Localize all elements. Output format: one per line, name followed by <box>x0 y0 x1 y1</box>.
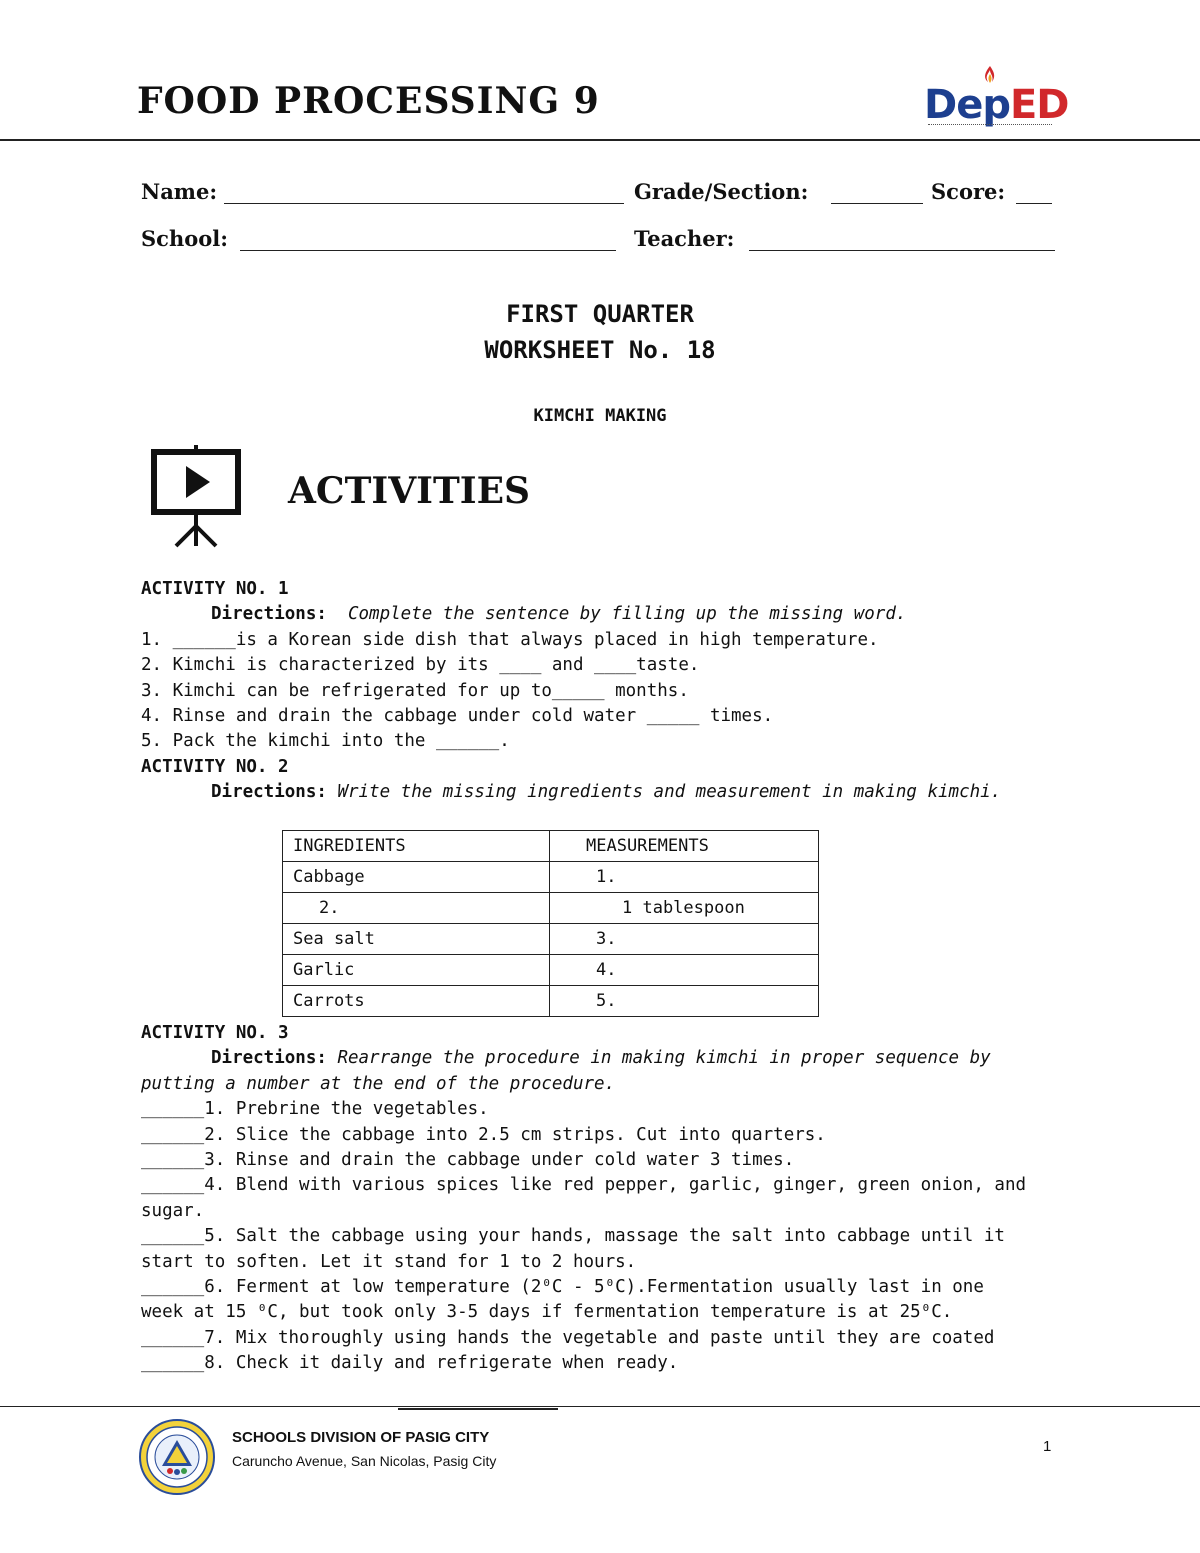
ingredients-table <box>282 830 819 1017</box>
logo-tagline <box>928 124 1052 128</box>
procedure-line: ______7. Mix thoroughly using hands the vegetable and paste until they are coated <box>141 1327 995 1348</box>
procedure-line: ______8. Check it daily and refrigerate when ready. <box>141 1353 679 1374</box>
score-field[interactable] <box>1016 203 1052 204</box>
footer-address: Caruncho Avenue, San Nicolas, Pasig City <box>232 1453 497 1469</box>
footer-divider-accent <box>398 1408 558 1410</box>
procedure-line: ______2. Slice the cabbage into 2.5 cm strips. Cut into quarters. <box>141 1124 826 1145</box>
table-row <box>283 986 819 1017</box>
worksheet-title: WORKSHEET No. 18 <box>484 336 716 364</box>
activity1-item: 2. Kimchi is characterized by its ____ and ____taste. <box>141 655 700 676</box>
activity3-directions: Directions: Rearrange the procedure in making kimchi in proper sequence by <box>211 1048 991 1069</box>
activity1-heading: ACTIVITY NO. 1 <box>141 579 289 599</box>
header-divider <box>0 139 1200 141</box>
table-cell: Garlic <box>283 955 550 986</box>
procedure-line: ______6. Ferment at low temperature (2⁰C - 5⁰C).Fermentation usually last in one <box>141 1277 984 1298</box>
name-row <box>0 179 1200 209</box>
table-cell: 2. <box>283 893 550 924</box>
procedure-line: ______5. Salt the cabbage using your hands, massage the salt into cabbage until it <box>141 1226 1005 1247</box>
deped-wordmark: DepED <box>924 82 1069 128</box>
table-header-row <box>283 831 819 862</box>
footer-organization: SCHOOLS DIVISION OF PASIG CITY <box>232 1429 490 1446</box>
table-row <box>283 862 819 893</box>
table-cell: Carrots <box>283 986 550 1017</box>
activity3-content <box>141 1021 1041 1377</box>
deped-logo <box>922 64 1069 136</box>
activity1-item: 1. ______is a Korean side dish that always placed in high temperature. <box>141 629 879 650</box>
procedure-line: week at 15 ⁰C, but took only 3-5 days if fermentation temperature is at 25⁰C. <box>141 1302 953 1323</box>
activity-content <box>141 577 1041 806</box>
table-row <box>283 924 819 955</box>
grade-section-field[interactable] <box>831 203 923 204</box>
procedure-line: ______3. Rinse and drain the cabbage under cold water 3 times. <box>141 1150 795 1171</box>
procedure-line: ______1. Prebrine the vegetables. <box>141 1099 489 1120</box>
school-row <box>0 226 1200 256</box>
activity1-directions: Directions: Complete the sentence by filling up the missing word. <box>211 604 907 625</box>
page-title: FOOD PROCESSING 9 <box>137 80 600 122</box>
teacher-label: Teacher: <box>634 226 735 251</box>
table-cell: 1. <box>550 862 819 893</box>
activity3-directions-cont: putting a number at the end of the procedure. <box>141 1073 616 1094</box>
name-label: Name: <box>141 179 218 204</box>
table-row <box>283 893 819 924</box>
grade-section-label: Grade/Section: <box>634 179 809 204</box>
table-cell: 1 tablespoon <box>550 893 819 924</box>
activity1-item: 3. Kimchi can be refrigerated for up to_____ months. <box>141 680 689 701</box>
score-label: Score: <box>931 179 1006 204</box>
school-label: School: <box>141 226 228 251</box>
division-seal-icon <box>138 1418 216 1496</box>
procedure-line: start to soften. Let it stand for 1 to 2 hours. <box>141 1251 637 1272</box>
procedure-line: ______4. Blend with various spices like red pepper, garlic, ginger, green onion, and <box>141 1175 1027 1196</box>
topic-title: KIMCHI MAKING <box>533 406 667 426</box>
footer-divider <box>0 1406 1200 1407</box>
table-header-measurements: MEASUREMENTS <box>550 831 819 862</box>
table-cell: 3. <box>550 924 819 955</box>
activity1-item: 5. Pack the kimchi into the ______. <box>141 731 510 752</box>
name-field[interactable] <box>224 203 624 204</box>
quarter-title: FIRST QUARTER <box>506 300 694 328</box>
table-cell: 4. <box>550 955 819 986</box>
page-number: 1 <box>1043 1438 1052 1455</box>
table-cell: Cabbage <box>283 862 550 893</box>
procedure-line: sugar. <box>141 1200 205 1221</box>
table-row <box>283 955 819 986</box>
table-cell: Sea salt <box>283 924 550 955</box>
activities-heading: ACTIVITIES <box>288 470 531 512</box>
teacher-field[interactable] <box>749 250 1055 251</box>
school-field[interactable] <box>240 250 616 251</box>
presentation-board-icon <box>150 444 242 548</box>
activity1-item: 4. Rinse and drain the cabbage under cold water _____ times. <box>141 706 774 727</box>
table-cell: 5. <box>550 986 819 1017</box>
table-header-ingredients: INGREDIENTS <box>283 831 550 862</box>
activity2-directions: Directions: Write the missing ingredients and measurement in making kimchi. <box>211 782 1002 803</box>
activity2-heading: ACTIVITY NO. 2 <box>141 756 289 777</box>
activity3-heading: ACTIVITY NO. 3 <box>141 1023 289 1043</box>
